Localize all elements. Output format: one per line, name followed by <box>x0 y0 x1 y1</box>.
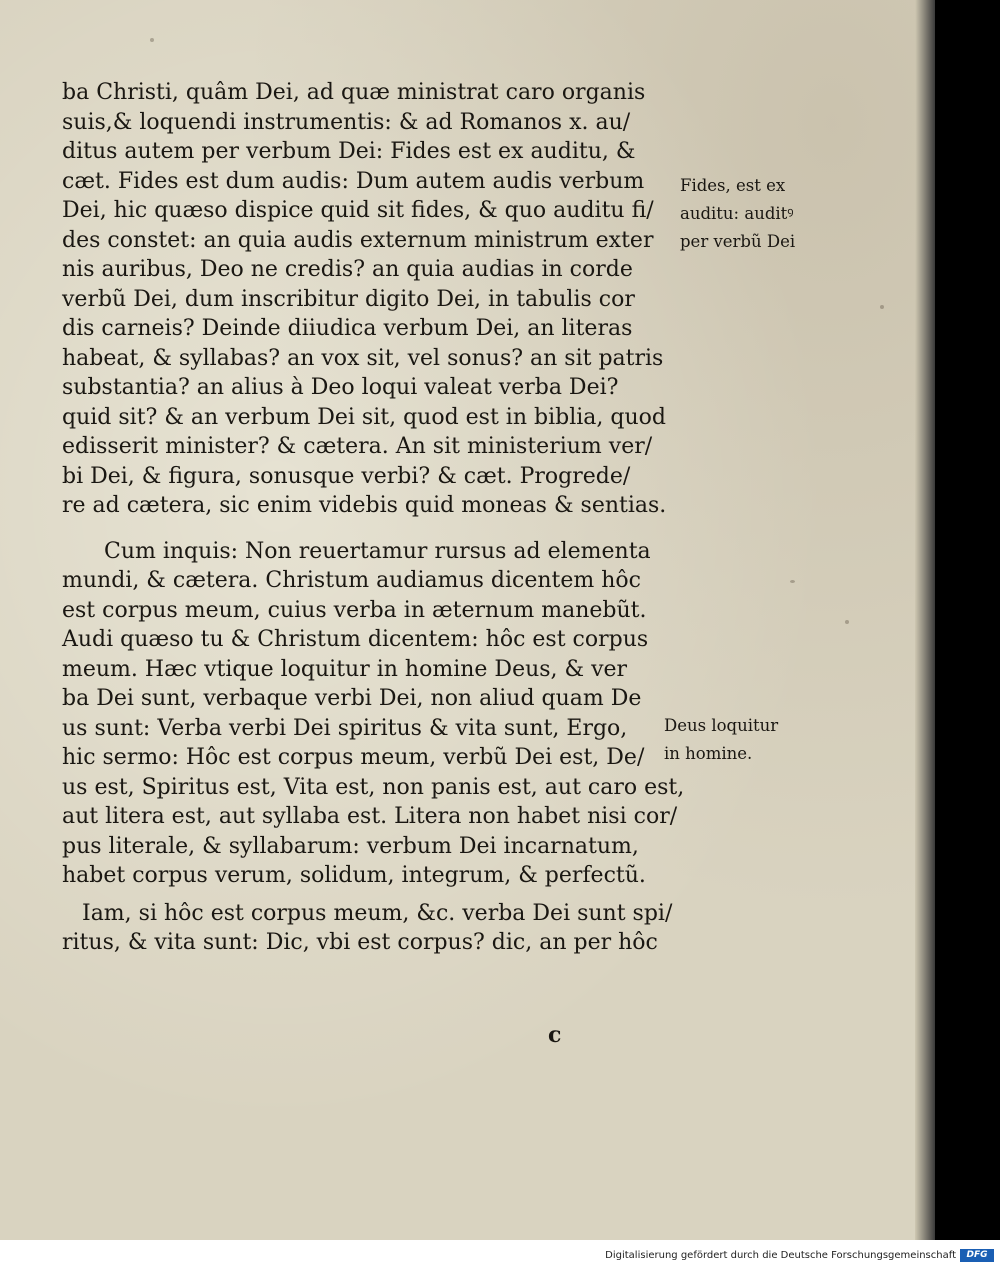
text-line: Dei, hic quæso dispice quid sit fides, & quo auditu fi/ <box>62 198 654 223</box>
margin-note-fides <box>680 172 795 256</box>
text-line: edisserit minister? & cætera. An sit ministerium ver/ <box>62 434 653 459</box>
margin-note-line: per verbũ Dei <box>680 232 796 251</box>
text-line: habet corpus verum, solidum, integrum, & perfectũ. <box>62 863 646 888</box>
text-line: dis carneis? Deinde diiudica verbum Dei, an literas <box>62 316 633 341</box>
text-line: cæt. Fides est dum audis: Dum autem audis verbum <box>62 168 645 194</box>
text-line: mundi, & cætera. Christum audiamus dicentem hôc <box>62 568 641 593</box>
text-line: habeat, & syllabas? an vox sit, vel sonus? an sit patris <box>62 345 664 371</box>
ink-smudge <box>790 580 795 583</box>
text-line: ba Christi, quâm Dei, ad quæ ministrat caro organis <box>62 80 646 105</box>
ink-smudge <box>845 620 849 624</box>
text-line: Cum inquis: Non reuertamur rursus ad elementa <box>104 538 651 564</box>
text-line: ritus, & vita sunt: Dic, vbi est corpus? dic, an per hôc <box>62 930 658 955</box>
ink-smudge <box>150 38 154 42</box>
margin-note-line: in homine. <box>664 744 753 763</box>
text-line: est corpus meum, cuius verba in æternum manebũt. <box>62 597 647 623</box>
margin-note-line: auditu: auditꝰ <box>680 204 794 223</box>
text-line: des constet: an quia audis externum ministrum exter <box>62 227 654 253</box>
text-line: nis auribus, Deo ne credis? an quia audias in corde <box>62 257 633 282</box>
text-line: hic sermo: Hôc est corpus meum, verbũ Dei est, De/ <box>62 745 645 770</box>
text-line: pus literale, & syllabarum: verbum Dei incarnatum, <box>62 833 639 859</box>
footer-credit: Digitalisierung gefördert durch die Deutsche Forschungsgemeinschaft <box>605 1250 956 1261</box>
text-line: meum. Hæc vtique loquitur in homine Deus, & ver <box>62 656 628 682</box>
text-line: us sunt: Verba verbi Dei spiritus & vita sunt, Ergo, <box>62 715 628 741</box>
text-line: verbũ Dei, dum inscribitur digito Dei, in tabulis cor <box>62 286 635 312</box>
margin-note-line: Fides, est ex <box>680 176 786 195</box>
text-line: Iam, si hôc est corpus meum, &c. verba Dei sunt spi/ <box>82 900 673 926</box>
text-line: ba Dei sunt, verbaque verbi Dei, non aliud quam De <box>62 686 642 711</box>
margin-note-deus <box>664 712 778 768</box>
dfg-logo[interactable]: DFG <box>960 1249 994 1262</box>
text-line: quid sit? & an verbum Dei sit, quod est in biblia, quod <box>62 404 666 430</box>
text-line: us est, Spiritus est, Vita est, non panis est, aut caro est, <box>62 774 685 800</box>
signature-mark: c <box>548 1022 562 1048</box>
text-line: re ad cætera, sic enim videbis quid moneas & sentias. <box>62 493 667 518</box>
margin-note-line: Deus loquitur <box>664 716 779 735</box>
page-edge-shadow <box>915 0 935 1240</box>
text-line: suis,& loquendi instrumentis: & ad Romanos x. au/ <box>62 109 631 135</box>
text-line: Audi quæso tu & Christum dicentem: hôc est corpus <box>62 627 649 652</box>
text-line: ditus autem per verbum Dei: Fides est ex auditu, & <box>62 139 636 164</box>
ink-smudge <box>880 305 884 309</box>
text-line: bi Dei, & figura, sonusque verbi? & cæt. Progrede/ <box>62 463 631 489</box>
text-line: substantia? an alius à Deo loqui valeat verba Dei? <box>62 375 619 400</box>
main-text-block <box>62 78 685 958</box>
text-line: aut litera est, aut syllaba est. Litera non habet nisi cor/ <box>62 804 678 829</box>
